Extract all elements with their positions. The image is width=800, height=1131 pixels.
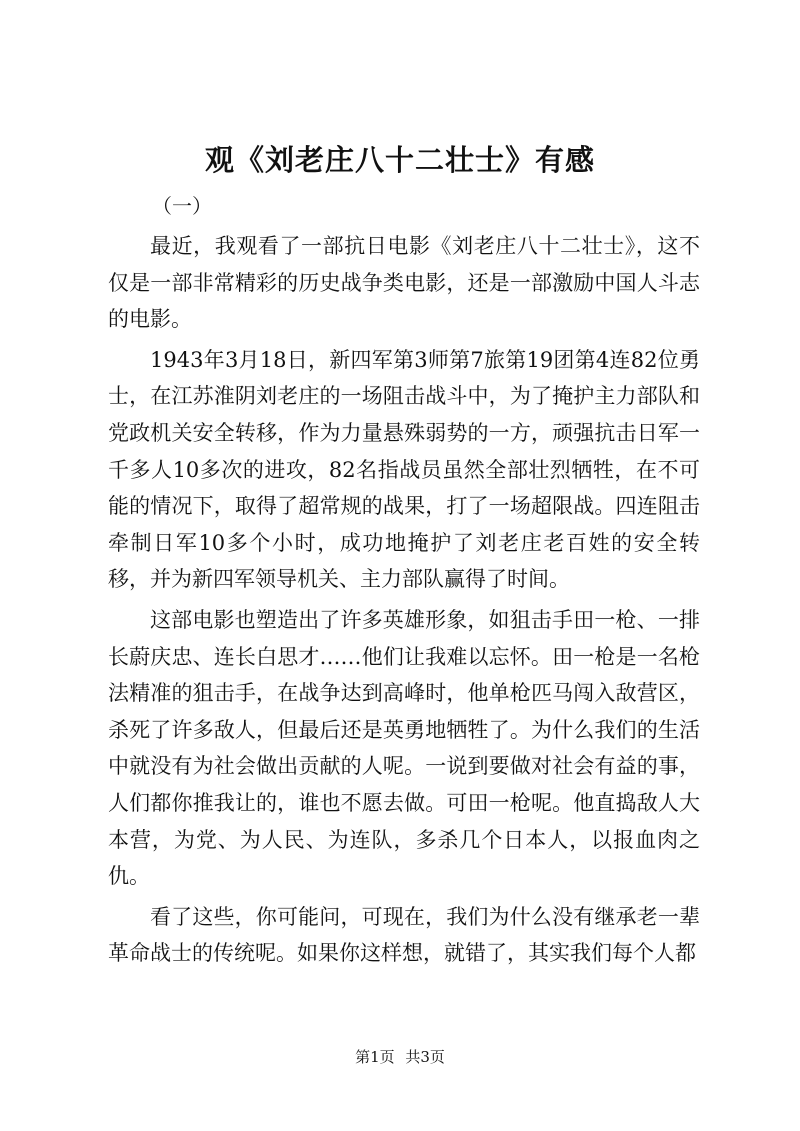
paragraph: 这部电影也塑造出了许多英雄形象，如狙击手田一枪、一排长蔚庆忠、连长白思才……他们让我难以忘怀。田一枪是一名枪法精准的狙击手，在战争达到高峰时，他单枪匹马闯入敌营区，杀死了许多敌人，但最后还是英勇地牺牲了。为什么我们的生活中就没有为社会做出贡献的人呢。一说到要做对社会有益的事，人们都你推我让的，谁也不愿去做。可田一枪呢。他直捣敌人大本营，为党、为人民、为连队，多杀几个日本人，以报血肉之仇。	[108, 607, 700, 889]
body-text	[108, 228, 700, 976]
paragraph: 1943年3月18日，新四军第3师第7旅第19团第4连82位勇士，在江苏淮阴刘老庄的一场阻击战斗中，为了掩护主力部队和党政机关安全转移，作为力量悬殊弱势的一方，顽强抗击日军一千多人10多次的进攻，82名指战员虽然全部壮烈牺牲，在不可能的情况下，取得了超常规的战果，打了一场超限战。四连阻击牵制日军10多个小时，成功地掩护了刘老庄老百姓的安全转移，并为新四军领导机关、主力部队赢得了时间。	[108, 347, 700, 592]
page-footer	[0, 1046, 800, 1067]
paragraph: 最近，我观看了一部抗日电影《刘老庄八十二壮士》，这不仅是一部非常精彩的历史战争类电影，还是一部激励中国人斗志的电影。	[108, 234, 700, 332]
page-number: 第1页	[355, 1048, 395, 1066]
section-label: （一）	[152, 194, 212, 218]
paragraph: 看了这些，你可能问，可现在，我们为什么没有继承老一辈革命战士的传统呢。如果你这样想，就错了，其实我们每个人都	[108, 904, 700, 966]
page-title: 观《刘老庄八十二壮士》有感	[204, 143, 595, 177]
page-total: 共3页	[405, 1048, 445, 1066]
